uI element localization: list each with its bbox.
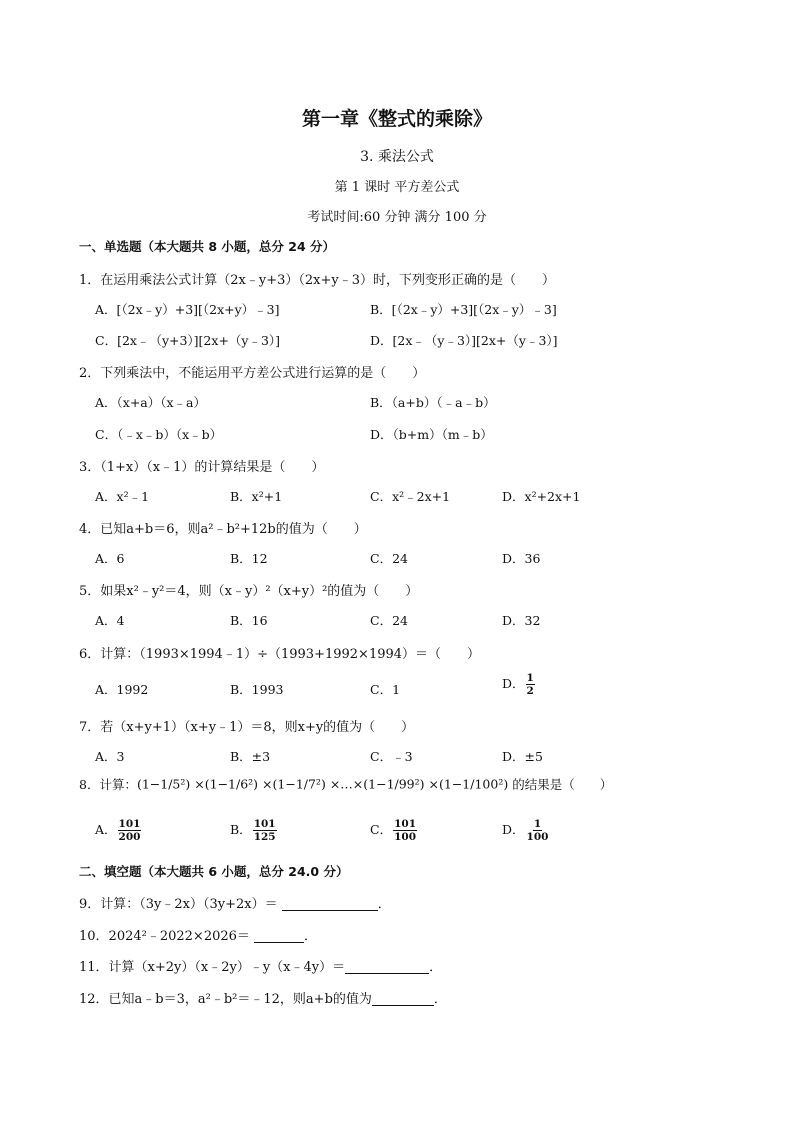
fraction [118,818,142,843]
question-7-option-c[interactable]: C．﹣3 [370,749,413,764]
period-mark: ． [429,960,443,975]
period-mark: ． [304,929,318,944]
product-factor-3: (1−1/7²) [272,776,326,792]
fraction [526,818,550,843]
question-5-stem: 5．如果x²﹣y²＝4，则（x﹣y）²（x+y）²的值为（ ） [79,584,419,599]
question-4-option-d[interactable]: D．36 [502,551,541,566]
question-8-tail: 的结果是（ ） [512,777,613,792]
fraction [253,818,277,843]
question-4-option-c[interactable]: C．24 [370,551,408,566]
question-3-option-c[interactable]: C．x²﹣2x+1 [370,489,451,504]
question-4-stem: 4．已知a+b＝6，则a²﹣b²+12b的值为（ ） [79,522,367,537]
question-5-option-c[interactable]: C．24 [370,613,408,628]
question-7-option-b[interactable]: B．±3 [230,749,271,764]
question-8-label: 8．计算： [79,777,137,792]
product-factor-5: (1−1/100²) [439,776,509,792]
question-4-option-b[interactable]: B．12 [230,551,268,566]
lesson-heading: 3. 乘法公式 [360,149,434,165]
question-9 [79,893,391,912]
answer-blank-10[interactable] [254,928,304,943]
question-10 [79,925,317,944]
numerator: 101 [394,818,416,830]
question-8-option-b[interactable] [230,818,278,843]
question-5-option-a[interactable]: A．4 [95,613,125,628]
denominator: 125 [253,831,276,843]
section-heading-fill-blank: 二、填空题（本大题共 6 小题，总分 24.0 分） [79,864,349,879]
question-8-option-d[interactable] [502,818,550,843]
period-mark: ． [433,992,447,1007]
question-10-text: 10．2024²﹣2022×2026＝ [79,929,250,944]
question-8-stem: 8．计算：(1−1/5²) ×(1−1/6²) ×(1−1/7²) ×…×(1−1/99²) ×(1−1/100²) 的结果是（ ） [79,776,613,792]
question-7-option-a[interactable]: A．3 [95,749,125,764]
denominator: 100 [394,831,416,843]
question-6-option-a[interactable]: A．1992 [95,682,149,697]
period-mark: ． [377,897,391,912]
section-heading-single-choice: 一、单选题（本大题共 8 小题，总分 24 分） [79,239,336,254]
question-6-option-d[interactable] [502,672,536,697]
question-2-option-a[interactable]: A．（x+a）（x﹣a） [95,395,207,410]
option-label: D． [502,822,525,837]
question-4-option-a[interactable]: A．6 [95,551,125,566]
question-8-option-a[interactable] [95,818,142,843]
question-1-option-d[interactable]: D．[2x﹣（y﹣3）][2x+（y﹣3）] [370,333,558,348]
question-11 [79,956,442,975]
option-label: C． [370,822,393,837]
question-11-text: 11．计算（x+2y）（x﹣2y）﹣y（x﹣4y）＝ [79,960,346,975]
fraction [526,672,535,697]
question-12 [79,988,447,1007]
numerator: 1 [533,818,542,830]
question-2-stem: 2．下列乘法中，不能运用平方差公式进行运算的是（ ） [79,366,426,381]
question-2-option-d[interactable]: D．（b+m）（m﹣b） [370,427,493,442]
numerator: 1 [526,672,534,684]
question-6-stem: 6．计算：（1993×1994﹣1）÷（1993+1992×1994）＝（ ） [79,647,481,662]
question-3-option-b[interactable]: B．x²+1 [230,489,283,504]
question-1-option-a[interactable]: A．[（2x﹣y）+3][（2x+y）﹣3] [95,302,280,317]
answer-blank-9[interactable] [282,896,378,911]
period-heading: 第 1 课时 平方差公式 [334,180,460,195]
answer-blank-11[interactable] [345,959,429,974]
exam-info: 考试时间:60 分钟 满分 100 分 [307,210,487,225]
numerator: 101 [253,818,276,830]
question-3-option-d[interactable]: D．x²+2x+1 [502,489,581,504]
option-label: D． [502,676,525,691]
question-1-stem: 1．在运用乘法公式计算（2x﹣y+3）（2x+y﹣3）时，下列变形正确的是（ ） [79,273,555,288]
question-1-option-c[interactable]: C．[2x﹣（y+3）][2x+（y﹣3）] [95,333,281,348]
denominator: 2 [526,685,534,697]
product-factor-1: (1−1/5²) [136,776,191,792]
question-3-option-a[interactable]: A．x²﹣1 [95,489,150,504]
question-9-text: 9．计算：（3y﹣2x）（3y+2x）＝ [79,897,278,912]
option-label: A． [95,822,117,837]
answer-blank-12[interactable] [372,991,434,1006]
question-2-option-c[interactable]: C．（﹣x﹣b）（x﹣b） [95,427,223,442]
question-6-option-b[interactable]: B．1993 [230,682,284,697]
page-title: 第一章《整式的乘除》 [301,108,492,130]
product-factor-2: (1−1/6²) [204,776,259,792]
question-5-option-b[interactable]: B．16 [230,613,268,628]
question-1-option-b[interactable]: B．[（2x﹣y）+3][（2x﹣y）﹣3] [370,302,557,317]
question-12-text: 12．已知a﹣b＝3，a²﹣b²＝﹣12，则a+b的值为 [79,992,372,1007]
numerator: 101 [118,818,141,830]
question-3-stem: 3．（1+x）（x﹣1）的计算结果是（ ） [79,460,325,475]
fraction [393,818,417,843]
denominator: 200 [118,831,141,843]
product-factor-4: (1−1/99²) [363,776,425,792]
question-7-option-d[interactable]: D．±5 [502,749,543,764]
question-6-option-c[interactable]: C．1 [370,682,401,697]
question-2-option-b[interactable]: B．（a+b）（﹣a﹣b） [370,395,496,410]
option-label: B． [230,822,252,837]
question-8-option-c[interactable] [370,818,418,843]
question-7-stem: 7．若（x+y+1）（x+y﹣1）＝8，则x+y的值为（ ） [79,720,415,735]
denominator: 100 [526,831,549,843]
question-5-option-d[interactable]: D．32 [502,613,541,628]
